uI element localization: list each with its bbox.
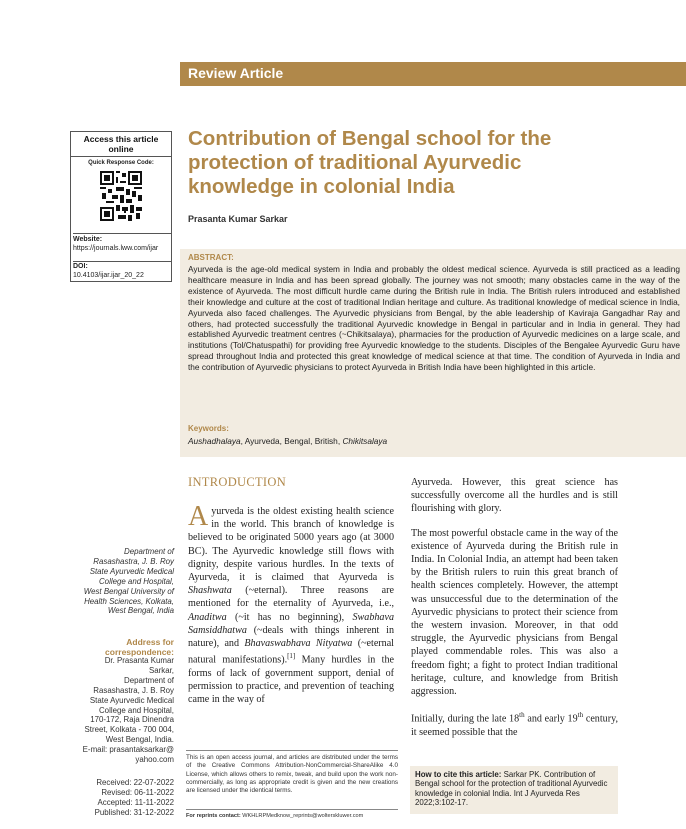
keyword-item: British [314, 436, 338, 446]
address-line: Street, Kolkata - 700 004, [84, 725, 174, 735]
abstract-text: Ayurveda is the age-old medical system in India and probably the oldest medical science. Ayurveda is still practiced as a leading healthcare measure in India and has been spread globally. The journey was not smooth; many obstacles came in the way of the existence of Ayurveda. The most difficult hurdle came during the British rule in India. The British rulers introduced and established their knowledge and culture at the cost of traditional Indian heritage and culture. As traditional knowledge of medical science in India, Ayurveda also faced challenges. The Ayurvedic physicians from Bengal, by the able leadership of Kaviraja Gangadhar Ray and others, had protected successfully the traditional Ayurvedic knowledge in Bengal in particular and in India in general. They had established Ayurvedic treatment centres (~Chikitsalaya), pharmacies for the production of Ayurvedic medicines on a large scale, and institutions (Tol/Chatuspathi) for providing free Ayurvedic knowledge to the students. Disciples of the Bengalee Ayurvedic Guru have spread throughout India and protected this great knowledge of medical science at that time. The condition of Ayurveda in India and the contribution of Ayurvedic physicians to protect Ayurveda in British India have been highlighted in this article. [188, 264, 680, 373]
affiliation-line: Health Sciences, Kolkata, [84, 596, 174, 606]
keyword-item: Aushadhalaya [188, 436, 241, 446]
doi-block [73, 261, 171, 280]
keyword-item: Chikitsalaya [342, 436, 388, 446]
term-italic: Swabhava Samsiddhatwa [188, 611, 394, 636]
website-block [73, 233, 171, 253]
citation-label: How to cite this article: [415, 770, 502, 779]
term-italic: Shashwata [188, 585, 232, 597]
correspondence-heading [82, 637, 174, 657]
abstract-heading: ABSTRACT: [188, 253, 234, 262]
keyword-item: Bengal [284, 436, 311, 446]
reprint-label: For reprints contact: [186, 813, 241, 819]
author-name: Prasanta Kumar Sarkar [188, 214, 288, 224]
article-type-label: Review Article [188, 65, 284, 81]
website-label: Website: [73, 236, 103, 243]
address-line: 170-172, Raja Dinendra [90, 715, 174, 725]
body-column-right [411, 476, 618, 750]
affiliation-line: Department of [124, 547, 174, 556]
license-notice: This is an open access journal, and articles are distributed under the terms of the Creative Commons Attribution-NonCommercial-ShareAlike 4.0 License, which allows others to remix, tweak, and build upon the work non-commercially, as long as appropriate credit is given and the new creations are licensed under the identical terms. [186, 750, 398, 795]
doi-label: DOI: [73, 263, 88, 270]
article-dates [70, 778, 174, 818]
email-line[interactable]: E-mail: prasantaksarkar@ [82, 745, 174, 755]
body-paragraph [411, 709, 618, 739]
qr-label: Quick Response Code: [88, 160, 154, 166]
body-text: and early 19 [524, 713, 578, 725]
date-revised: Revised: 06-11-2022 [101, 787, 174, 797]
affiliation-line: State Ayurvedic Medical [89, 566, 174, 576]
article-title: Contribution of Bengal school for the protection of traditional Ayurvedic knowledge in colonial India [188, 127, 552, 198]
body-text: Initially, during the late 18 [411, 713, 520, 725]
keyword-item: Ayurveda [244, 436, 280, 446]
reference-link[interactable]: [1] [287, 652, 296, 661]
address-line: College and Hospital, [98, 705, 174, 715]
correspondence-address [62, 656, 174, 765]
body-column-left [188, 501, 394, 706]
date-accepted: Accepted: 11-11-2022 [97, 797, 174, 807]
affiliation-line: West Bengal, India [107, 606, 174, 616]
abstract-section [180, 249, 686, 457]
citation-box [410, 766, 618, 814]
body-text: yurveda is the oldest existing health science in the world. This branch of knowledge is believed to be originated 5000 years ago (at 3000 BC). The Ayurvedic knowledge still flows with dignity, despite various hurdles. In the texts of Ayurveda, it is claimed that Ayurveda is [188, 506, 394, 584]
keywords-list: Aushadhalaya, Ayurveda, Bengal, British, Chikitsalaya [188, 436, 388, 446]
term-italic: Bhavaswabhava Nityatwa [244, 638, 353, 650]
access-heading: Access this article online [71, 132, 171, 157]
affiliation-line: Rasashastra, J. B. Roy [93, 556, 174, 566]
author-affiliation [82, 547, 174, 616]
qr-code-icon[interactable] [100, 170, 142, 222]
term-italic: Anaditwa [188, 611, 227, 623]
date-published: Published: 31-12-2022 [94, 807, 174, 817]
correspondence-heading-line: Address for [126, 637, 174, 647]
correspondence-heading-line: correspondence: [105, 647, 174, 657]
address-line: State Ayurvedic Medical [89, 695, 174, 705]
body-text: century, it seemed possible that the [411, 713, 618, 738]
address-line: West Bengal, India. [105, 735, 174, 745]
body-text: (~eternal). Three reasons are mentioned for the eternality of Ayurveda, i.e., [188, 585, 394, 610]
body-text: Many hurdles in the forms of lack of government support, denial of permission to practice, and prevention of teaching came in the way of [188, 654, 394, 706]
address-line: Dr. Prasanta Kumar [104, 656, 174, 665]
body-text: (~deals with things inherent in nature), and [188, 624, 394, 650]
address-line: Rasashastra, J. B. Roy [93, 685, 174, 695]
email-line[interactable]: yahoo.com [135, 755, 174, 765]
drop-cap: A [188, 501, 209, 532]
affiliation-line: College and Hospital, [98, 576, 174, 586]
body-paragraph: The most powerful obstacle came in the way of the existence of Ayurveda during the British rule in India. In Colonial India, an attempt had been taken by the British rulers to ruin this great branch of health sciences completely. However, the attempt was unsuccessful due to the determination of the Ayurvedic physicians to protect their science from the western invasion. Moreover, in that odd struggle, the Ayurvedic physicians from Bengal played commendable roles. This was also a freedom fight; a fight to protect Indian traditional heritage, culture, and knowledge from British aggression. [411, 527, 618, 698]
reprint-email[interactable]: WKHLRPMedknow_reprints@wolterskluwer.com [242, 813, 364, 819]
date-received: Received: 22-07-2022 [96, 778, 174, 787]
body-text: (~it has no beginning), [226, 611, 353, 623]
introduction-heading: INTRODUCTION [188, 475, 287, 489]
reprint-contact [186, 809, 398, 819]
body-paragraph: Ayurveda. However, this great science has successfully overcome all the hurdles and is still flourishing with glory. [411, 477, 618, 515]
body-text: (~eternal natural manifestations). [188, 638, 394, 666]
superscript: th [519, 711, 525, 720]
doi-link[interactable]: 10.4103/ijar.ijar_20_22 [73, 271, 144, 279]
article-type-banner [180, 62, 686, 86]
affiliation-line: West Bengal University of [83, 586, 174, 596]
access-online-box [70, 131, 172, 282]
citation-text: Sarkar PK. Contribution of Bengal school for the protection of traditional Ayurvedic knowledge in colonial India. Int J Ayurveda Res 2022;3:102-17. [415, 770, 608, 808]
superscript: th [577, 711, 584, 720]
website-link[interactable]: https://journals.lww.com/ijar [73, 244, 159, 252]
address-line: Department of [124, 675, 174, 685]
keywords-heading: Keywords: [188, 424, 229, 433]
address-line: Sarkar, [149, 665, 174, 675]
